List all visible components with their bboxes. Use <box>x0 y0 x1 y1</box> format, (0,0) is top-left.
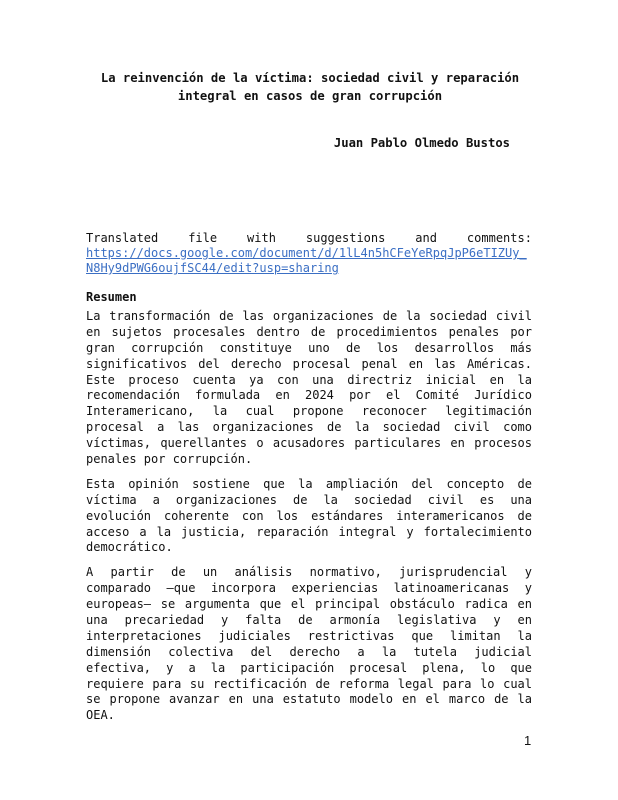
paragraph-line: OEA. <box>86 708 115 723</box>
paragraph-line: víctimas, querellantes o acusadores particulares en procesos <box>86 436 532 451</box>
paragraph-line: europeas— se argumenta que el principal obstáculo radica en <box>86 597 532 612</box>
paragraph-line: Esta opinión sostiene que la ampliación del concepto de <box>86 476 532 491</box>
paragraph-line: en sujetos procesales dentro de procedimientos penales por <box>86 324 532 339</box>
paragraph-line: La transformación de las organizaciones de la sociedad civil <box>86 309 532 323</box>
note-word: Translated <box>86 231 159 245</box>
author-name: Juan Pablo Olmedo Bustos <box>333 136 510 150</box>
paragraph-line: A partir de un análisis normativo, jurisprudencial y <box>86 565 532 580</box>
paragraph-line: significativos del derecho procesal penal en las Américas. <box>86 356 532 371</box>
paragraph-line: democrático. <box>86 540 173 555</box>
link-line-2[interactable]: N8Hy9dPWG6oujfSC44/edit?usp=sharing <box>86 261 339 275</box>
document-title <box>86 69 534 105</box>
note-word: comments: <box>466 231 532 245</box>
paragraph-line: penales por corrupción. <box>86 452 253 467</box>
google-docs-link[interactable] <box>86 246 532 276</box>
abstract-body <box>86 309 532 733</box>
section-heading-resumen: Resumen <box>86 290 137 304</box>
title-line-1: La reinvención de la víctima: sociedad civil y reparación <box>100 71 520 85</box>
paragraph-line: efectiva, y a la participación procesal plena, lo que <box>86 660 532 675</box>
abstract-paragraph-2 <box>86 477 532 556</box>
paragraph-line: evolución coherente con los estándares interamericanos de <box>86 508 532 523</box>
paragraph-line: una precariedad y falta de armonía legislativa y en <box>86 613 532 628</box>
translated-note <box>86 231 532 276</box>
paragraph-line: interpretaciones judiciales restrictivas que limitan la <box>86 628 532 643</box>
page-number: 1 <box>524 733 532 748</box>
paragraph-line: comparado —que incorpora experiencias latinoamericanas y <box>86 581 532 596</box>
paragraph-line: acceso a la justicia, reparación integral y fortalecimiento <box>86 524 532 539</box>
note-word: suggestions <box>305 231 386 245</box>
abstract-paragraph-1 <box>86 309 532 468</box>
paragraph-line: requiere para su rectificación de reforma legal para lo cual <box>86 676 532 691</box>
note-word: and <box>415 231 437 245</box>
link-line-1[interactable]: https://docs.google.com/document/d/1lL4n5hCFeYeRpqJpP6eTIZUy_ <box>86 246 527 260</box>
paragraph-line: gran corrupción constituye uno de los desarrollos más <box>86 340 532 355</box>
note-word: with <box>247 231 276 245</box>
note-word: file <box>188 231 218 245</box>
abstract-paragraph-3 <box>86 565 532 724</box>
paragraph-line: procesal a las organizaciones de la sociedad civil como <box>86 420 532 435</box>
paragraph-line: Este proceso cuenta ya con una directriz inicial en la <box>86 372 532 387</box>
title-line-2: integral en casos de gran corrupción <box>177 89 443 103</box>
paragraph-line: se propone avanzar en una estatuto modelo en el marco de la <box>86 692 532 707</box>
paragraph-line: recomendación formulada en 2024 por el Comité Jurídico <box>86 388 532 403</box>
paragraph-line: víctima a organizaciones de la sociedad civil es una <box>86 492 532 507</box>
translated-note-text <box>86 231 532 246</box>
paragraph-line: dimensión colectiva del derecho a la tutela judicial <box>86 644 532 659</box>
paragraph-line: Interamericano, la cual propone reconocer legitimación <box>86 404 532 419</box>
